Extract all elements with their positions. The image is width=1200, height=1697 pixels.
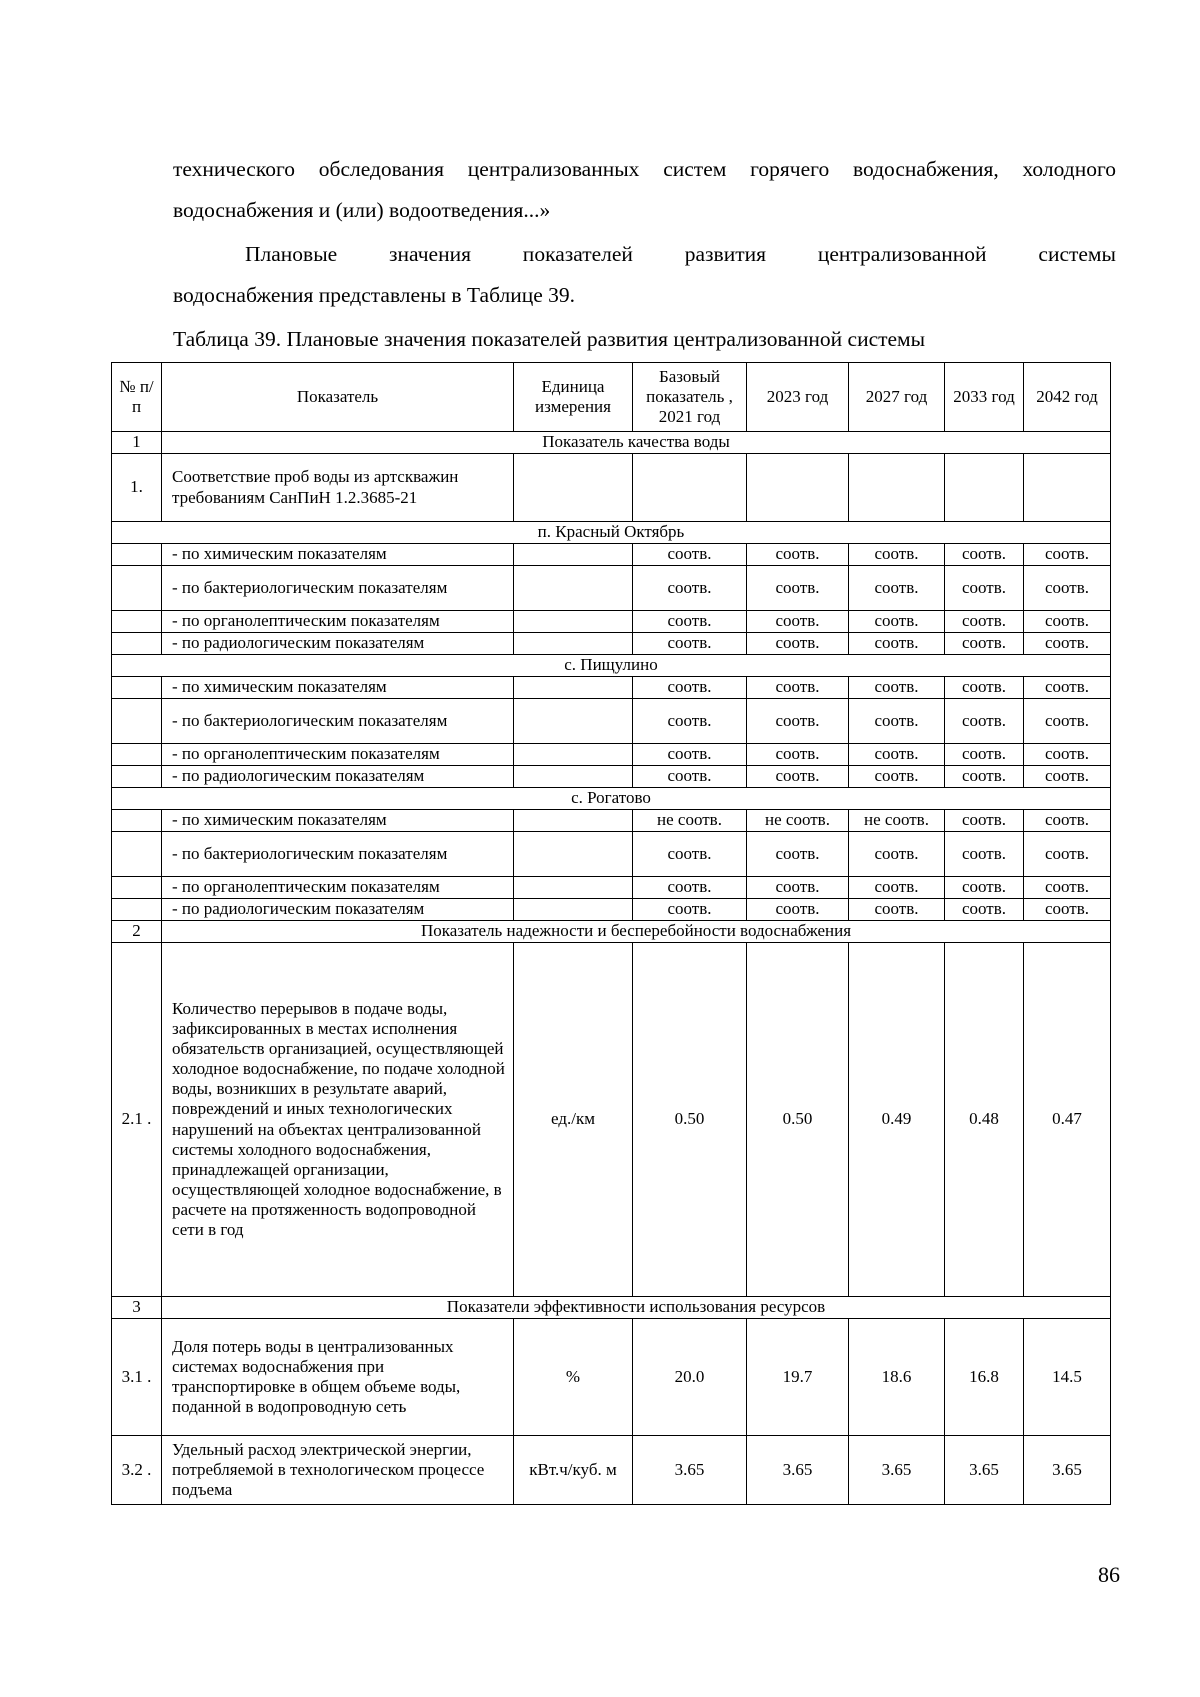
cell-value: 3.65 xyxy=(633,1436,747,1505)
cell-value: соотв. xyxy=(849,877,945,899)
row-indicator: - по органолептическим показателям xyxy=(162,744,514,766)
cell-value: соотв. xyxy=(747,766,849,788)
row-indicator: Соответствие проб воды из артскважин требованиям СанПиН 1.2.3685-21 xyxy=(162,454,514,522)
cell-value: соотв. xyxy=(1024,611,1111,633)
cell-value: соотв. xyxy=(849,832,945,877)
header-num: № п/п xyxy=(112,363,162,432)
cell-value: соотв. xyxy=(633,832,747,877)
cell-value: 3.65 xyxy=(849,1436,945,1505)
cell-value: соотв. xyxy=(1024,744,1111,766)
group-row xyxy=(112,788,1111,810)
row-unit: кВт.ч/куб. м xyxy=(514,1436,633,1505)
cell-value: 18.6 xyxy=(849,1319,945,1436)
cell-value: соотв. xyxy=(945,677,1024,699)
cell-value: соотв. xyxy=(849,699,945,744)
paragraph-line: Плановые значения показателей развития централизованной системы xyxy=(245,242,1116,266)
table-row xyxy=(112,877,1111,899)
cell-value: соотв. xyxy=(633,899,747,921)
cell-value: 0.48 xyxy=(945,943,1024,1297)
paragraph-line: технического обследования централизованных систем горячего водоснабжения, холодного xyxy=(173,157,1116,181)
cell-value: соотв. xyxy=(747,544,849,566)
section-row xyxy=(112,1297,1111,1319)
header-base: Базовый показатель , 2021 год xyxy=(633,363,747,432)
cell-value: соотв. xyxy=(1024,766,1111,788)
cell-value: соотв. xyxy=(849,611,945,633)
row-num: 3.1 . xyxy=(112,1319,162,1436)
header-2033: 2033 год xyxy=(945,363,1024,432)
cell-value: соотв. xyxy=(747,744,849,766)
cell-value: соотв. xyxy=(633,766,747,788)
cell-value: соотв. xyxy=(1024,566,1111,611)
row-indicator: Количество перерывов в подаче воды, зафиксированных в местах исполнения обязательств организацией, осуществляющей холодное водоснабжение, по подаче холодной воды, возникших в результате аварий, повреждений и иных технологических нарушений на объектах централизованной системы холодного водоснабжения, принадлежащей организации, осуществляющей холодное водоснабжение, в расчете на протяженность водопроводной сети в год xyxy=(162,943,514,1297)
cell-value: соотв. xyxy=(1024,677,1111,699)
cell-value: 0.49 xyxy=(849,943,945,1297)
row-num: 1. xyxy=(112,454,162,522)
cell-value: соотв. xyxy=(849,744,945,766)
cell-value: соотв. xyxy=(1024,810,1111,832)
table-row xyxy=(112,611,1111,633)
cell-value: соотв. xyxy=(1024,544,1111,566)
cell-value: соотв. xyxy=(747,832,849,877)
cell-value: не соотв. xyxy=(633,810,747,832)
table-row xyxy=(112,766,1111,788)
cell-value: соотв. xyxy=(849,899,945,921)
table-row xyxy=(112,943,1111,1297)
cell-value: соотв. xyxy=(945,832,1024,877)
row-indicator: - по химическим показателям xyxy=(162,810,514,832)
cell-value: 0.47 xyxy=(1024,943,1111,1297)
row-indicator: - по химическим показателям xyxy=(162,677,514,699)
cell-value: соотв. xyxy=(747,699,849,744)
row-indicator: - по химическим показателям xyxy=(162,544,514,566)
cell-value: соотв. xyxy=(633,611,747,633)
cell-value: соотв. xyxy=(849,566,945,611)
cell-value: соотв. xyxy=(633,677,747,699)
cell-value: 20.0 xyxy=(633,1319,747,1436)
row-indicator: - по радиологическим показателям xyxy=(162,633,514,655)
cell-value: соотв. xyxy=(945,544,1024,566)
header-2027: 2027 год xyxy=(849,363,945,432)
cell-value: 14.5 xyxy=(1024,1319,1111,1436)
cell-value: соотв. xyxy=(945,566,1024,611)
cell-value: соотв. xyxy=(633,699,747,744)
cell-value: соотв. xyxy=(945,611,1024,633)
table-row xyxy=(112,744,1111,766)
cell-value: соотв. xyxy=(849,677,945,699)
cell-value: соотв. xyxy=(633,544,747,566)
section-title: Показатель надежности и бесперебойности водоснабжения xyxy=(162,921,1111,943)
cell-value: 19.7 xyxy=(747,1319,849,1436)
section-row xyxy=(112,921,1111,943)
cell-value: 0.50 xyxy=(747,943,849,1297)
cell-value: соотв. xyxy=(849,544,945,566)
row-indicator: - по бактериологическим показателям xyxy=(162,699,514,744)
cell-value: 16.8 xyxy=(945,1319,1024,1436)
cell-value: соотв. xyxy=(945,877,1024,899)
group-row xyxy=(112,655,1111,677)
cell-value: соотв. xyxy=(945,744,1024,766)
table-header-row xyxy=(112,363,1111,432)
table-row xyxy=(112,1319,1111,1436)
table-row xyxy=(112,1436,1111,1505)
section-row xyxy=(112,432,1111,454)
cell-value: не соотв. xyxy=(747,810,849,832)
cell-value: 3.65 xyxy=(1024,1436,1111,1505)
cell-value: соотв. xyxy=(945,699,1024,744)
header-unit: Единица измерения xyxy=(514,363,633,432)
indicators-table xyxy=(111,362,1111,1505)
section-num: 1 xyxy=(112,432,162,454)
row-indicator: - по органолептическим показателям xyxy=(162,611,514,633)
row-indicator: - по органолептическим показателям xyxy=(162,877,514,899)
page-number: 86 xyxy=(1098,1562,1120,1587)
cell-value: соотв. xyxy=(747,633,849,655)
cell-value: соотв. xyxy=(633,877,747,899)
table-row xyxy=(112,454,1111,522)
cell-value: соотв. xyxy=(849,766,945,788)
paragraph-line: водоснабжения и (или) водоотведения...» xyxy=(173,198,551,222)
cell-value: соотв. xyxy=(945,766,1024,788)
row-num: 2.1 . xyxy=(112,943,162,1297)
section-title: Показатели эффективности использования ресурсов xyxy=(162,1297,1111,1319)
row-indicator: - по бактериологическим показателям xyxy=(162,832,514,877)
section-title: Показатель качества воды xyxy=(162,432,1111,454)
cell-value: соотв. xyxy=(633,744,747,766)
cell-value: соотв. xyxy=(747,677,849,699)
cell-value: 0.50 xyxy=(633,943,747,1297)
header-2042: 2042 год xyxy=(1024,363,1111,432)
header-2023: 2023 год xyxy=(747,363,849,432)
table-row xyxy=(112,832,1111,877)
cell-value: соотв. xyxy=(945,633,1024,655)
row-unit: ед./км xyxy=(514,943,633,1297)
row-indicator: - по бактериологическим показателям xyxy=(162,566,514,611)
group-name: п. Красный Октябрь xyxy=(112,522,1111,544)
cell-value: 3.65 xyxy=(945,1436,1024,1505)
group-row xyxy=(112,522,1111,544)
row-indicator: - по радиологическим показателям xyxy=(162,766,514,788)
table-caption: Таблица 39. Плановые значения показателей развития централизованной системы xyxy=(173,327,926,351)
row-unit: % xyxy=(514,1319,633,1436)
table-row xyxy=(112,677,1111,699)
table-row xyxy=(112,633,1111,655)
table-row xyxy=(112,899,1111,921)
table-row xyxy=(112,699,1111,744)
cell-value: соотв. xyxy=(849,633,945,655)
cell-value: соотв. xyxy=(747,611,849,633)
cell-value: соотв. xyxy=(633,633,747,655)
row-indicator: Удельный расход электрической энергии, потребляемой в технологическом процессе подъема xyxy=(162,1436,514,1505)
table-row xyxy=(112,566,1111,611)
cell-value: соотв. xyxy=(1024,633,1111,655)
cell-value: не соотв. xyxy=(849,810,945,832)
group-name: с. Пищулино xyxy=(112,655,1111,677)
row-num: 3.2 . xyxy=(112,1436,162,1505)
cell-value: соотв. xyxy=(1024,877,1111,899)
cell-value: соотв. xyxy=(747,899,849,921)
cell-value: 3.65 xyxy=(747,1436,849,1505)
row-indicator: Доля потерь воды в централизованных системах водоснабжения при транспортировке в общем объеме воды, поданной в водопроводную сеть xyxy=(162,1319,514,1436)
cell-value: соотв. xyxy=(945,810,1024,832)
cell-value: соотв. xyxy=(747,877,849,899)
table-row xyxy=(112,810,1111,832)
cell-value: соотв. xyxy=(945,899,1024,921)
paragraph-line: водоснабжения представлены в Таблице 39. xyxy=(173,283,576,307)
header-indicator: Показатель xyxy=(162,363,514,432)
cell-value: соотв. xyxy=(633,566,747,611)
cell-value: соотв. xyxy=(1024,832,1111,877)
table-row xyxy=(112,544,1111,566)
section-num: 3 xyxy=(112,1297,162,1319)
group-name: с. Рогатово xyxy=(112,788,1111,810)
section-num: 2 xyxy=(112,921,162,943)
cell-value: соотв. xyxy=(1024,899,1111,921)
row-indicator: - по радиологическим показателям xyxy=(162,899,514,921)
cell-value: соотв. xyxy=(747,566,849,611)
cell-value: соотв. xyxy=(1024,699,1111,744)
